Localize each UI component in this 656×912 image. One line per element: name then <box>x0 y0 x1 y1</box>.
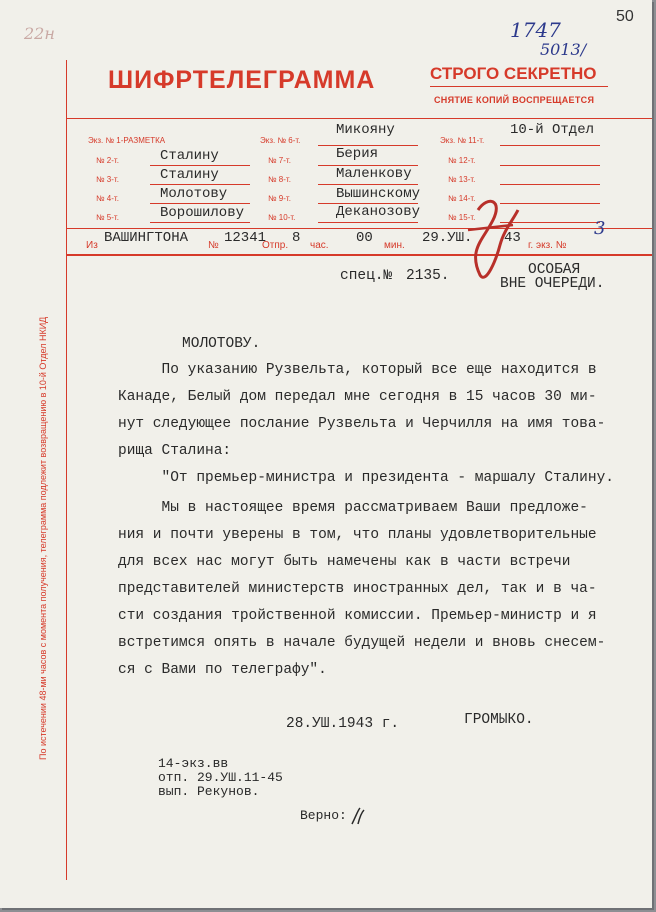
spec-number: 2135. <box>406 268 450 284</box>
copy-prohibited-note: СНЯТИЕ КОПИЙ ВОСПРЕЩАЕТСЯ <box>434 95 595 105</box>
fill-line <box>150 222 250 223</box>
copy-slot-label: Экз. № 6-т. <box>260 136 301 145</box>
body-line: Канаде, Белый дом передал мне сегодня в 15 часов 30 ми- <box>118 389 597 405</box>
fill-line <box>318 184 418 185</box>
copies-count: 14-экз.вв <box>158 756 229 771</box>
body-line: встретимся опять в начале будущей недели и вновь снесем- <box>118 635 606 651</box>
body-line: Мы в настоящее время рассматриваем Ваши предложе- <box>118 500 588 516</box>
spec-label: спец.№ <box>340 268 393 284</box>
hour-label: час. <box>310 240 329 251</box>
recipient-name: 10-й Отдел <box>510 122 595 138</box>
sent-hour: 8 <box>292 230 301 246</box>
body-line: нут следующее послание Рузвельта и Черчилля на имя това- <box>118 416 606 432</box>
copy-number: 3 <box>594 218 606 239</box>
recipient-name: Маленкову <box>336 166 412 182</box>
fill-line <box>150 203 250 204</box>
minute-label: мин. <box>384 240 405 251</box>
transmission-bottom-rule <box>66 254 652 256</box>
sent-label: Отпр. <box>262 240 289 251</box>
fill-line <box>500 145 600 146</box>
fill-line <box>500 184 600 185</box>
handwritten-code: 22н <box>24 24 55 43</box>
copy-slot-label: № 7-т. <box>268 156 291 165</box>
copy-slot-label: Экз. № 11-т. <box>440 136 485 145</box>
copy-slot-label: № 9-т. <box>268 194 291 203</box>
fill-line <box>500 165 600 166</box>
body-line: "От премьер-министра и президента - маршалу Сталину. <box>118 470 614 486</box>
body-line: По указанию Рузвельта, который все еще находится в <box>118 362 597 378</box>
fill-line <box>318 222 418 223</box>
copy-slot-label: № 12-т. <box>448 156 476 165</box>
classification-underline <box>430 86 608 87</box>
copy-slot-label: Экз. № 1-РАЗМЕТКА <box>88 136 166 145</box>
copy-slot-label: № 13-т. <box>448 175 476 184</box>
recipient-name: Деканозову <box>336 204 421 220</box>
fill-line <box>318 165 418 166</box>
handwritten-number: 1747 <box>510 18 561 42</box>
origin-city: ВАШИНГТОНА <box>104 230 189 246</box>
sent-year: 43 <box>504 230 521 246</box>
body-line: сти создания тройственной комиссии. Премьер-министр и я <box>118 608 597 624</box>
recipient-name: Микояну <box>336 122 395 138</box>
header-rule <box>66 118 652 119</box>
body-line: ся с Вами по телеграфу". <box>118 662 327 678</box>
handwritten-mark-icon <box>458 190 528 290</box>
recipient-name: Берия <box>336 146 379 162</box>
message-body <box>118 362 648 689</box>
sent-stamp: отп. 29.УШ.11-45 <box>158 770 283 785</box>
body-line: представителей министерств иностранных дел, так и в ча- <box>118 581 597 597</box>
copy-number-label: г. экз. № <box>528 240 567 251</box>
priority-urgent: ВНЕ ОЧЕРЕДИ. <box>500 276 605 292</box>
copy-slot-label: № 15-т. <box>448 213 476 222</box>
copy-slot-label: № 14-т. <box>448 194 476 203</box>
recipient-name: Вышинскому <box>336 186 421 202</box>
signatory-name: ГРОМЫКО. <box>464 712 534 728</box>
number-label: № <box>208 240 219 251</box>
transmission-top-rule <box>66 228 652 229</box>
fill-line <box>318 145 418 146</box>
body-line: ния и почти уверены в том, что планы удовлетворительные <box>118 527 597 543</box>
body-line: рища Сталина: <box>118 443 232 459</box>
copy-slot-label: № 2-т. <box>96 156 119 165</box>
from-label: Из <box>86 240 98 251</box>
fill-line <box>318 203 418 204</box>
sent-minutes: 00 <box>356 230 373 246</box>
copy-slot-label: № 8-т. <box>268 175 291 184</box>
copy-slot-label: № 4-т. <box>96 194 119 203</box>
fill-line <box>150 165 250 166</box>
priority-special: ОСОБАЯ <box>528 262 581 278</box>
copy-slot-label: № 5-т. <box>96 213 119 222</box>
page-number: 50 <box>616 8 634 25</box>
body-line: для всех нас могут быть намечены как в части встречи <box>118 554 571 570</box>
signature-date: 28.УШ.1943 г. <box>286 716 400 732</box>
margin-line <box>66 60 67 880</box>
sent-date: 29.УШ. <box>422 230 473 246</box>
recipient-name: Ворошилову <box>160 205 245 221</box>
verification-signature-icon <box>348 806 368 828</box>
classification-stamp: СТРОГО СЕКРЕТНО <box>430 64 597 83</box>
addressee: МОЛОТОВУ. <box>182 336 261 352</box>
recipient-name: Молотову <box>160 186 228 202</box>
telegram-number: 12341 <box>224 230 267 246</box>
recipient-name: Сталину <box>160 148 219 164</box>
recipient-name: Сталину <box>160 167 219 183</box>
verified-label: Верно: <box>300 808 347 823</box>
document-title: ШИФРТЕЛЕГРАММА <box>108 66 376 94</box>
fill-line <box>150 184 250 185</box>
return-policy-text: По истечении 48-ми часов с момента получения, телеграмма подлежит возвращению в 10-й Отдел НКИД <box>38 316 48 760</box>
handwritten-reference: 5013/ <box>540 40 587 59</box>
copy-slot-label: № 3-т. <box>96 175 119 184</box>
copy-slot-label: № 10-т. <box>268 213 296 222</box>
operator-name: вып. Рекунов. <box>158 784 260 799</box>
